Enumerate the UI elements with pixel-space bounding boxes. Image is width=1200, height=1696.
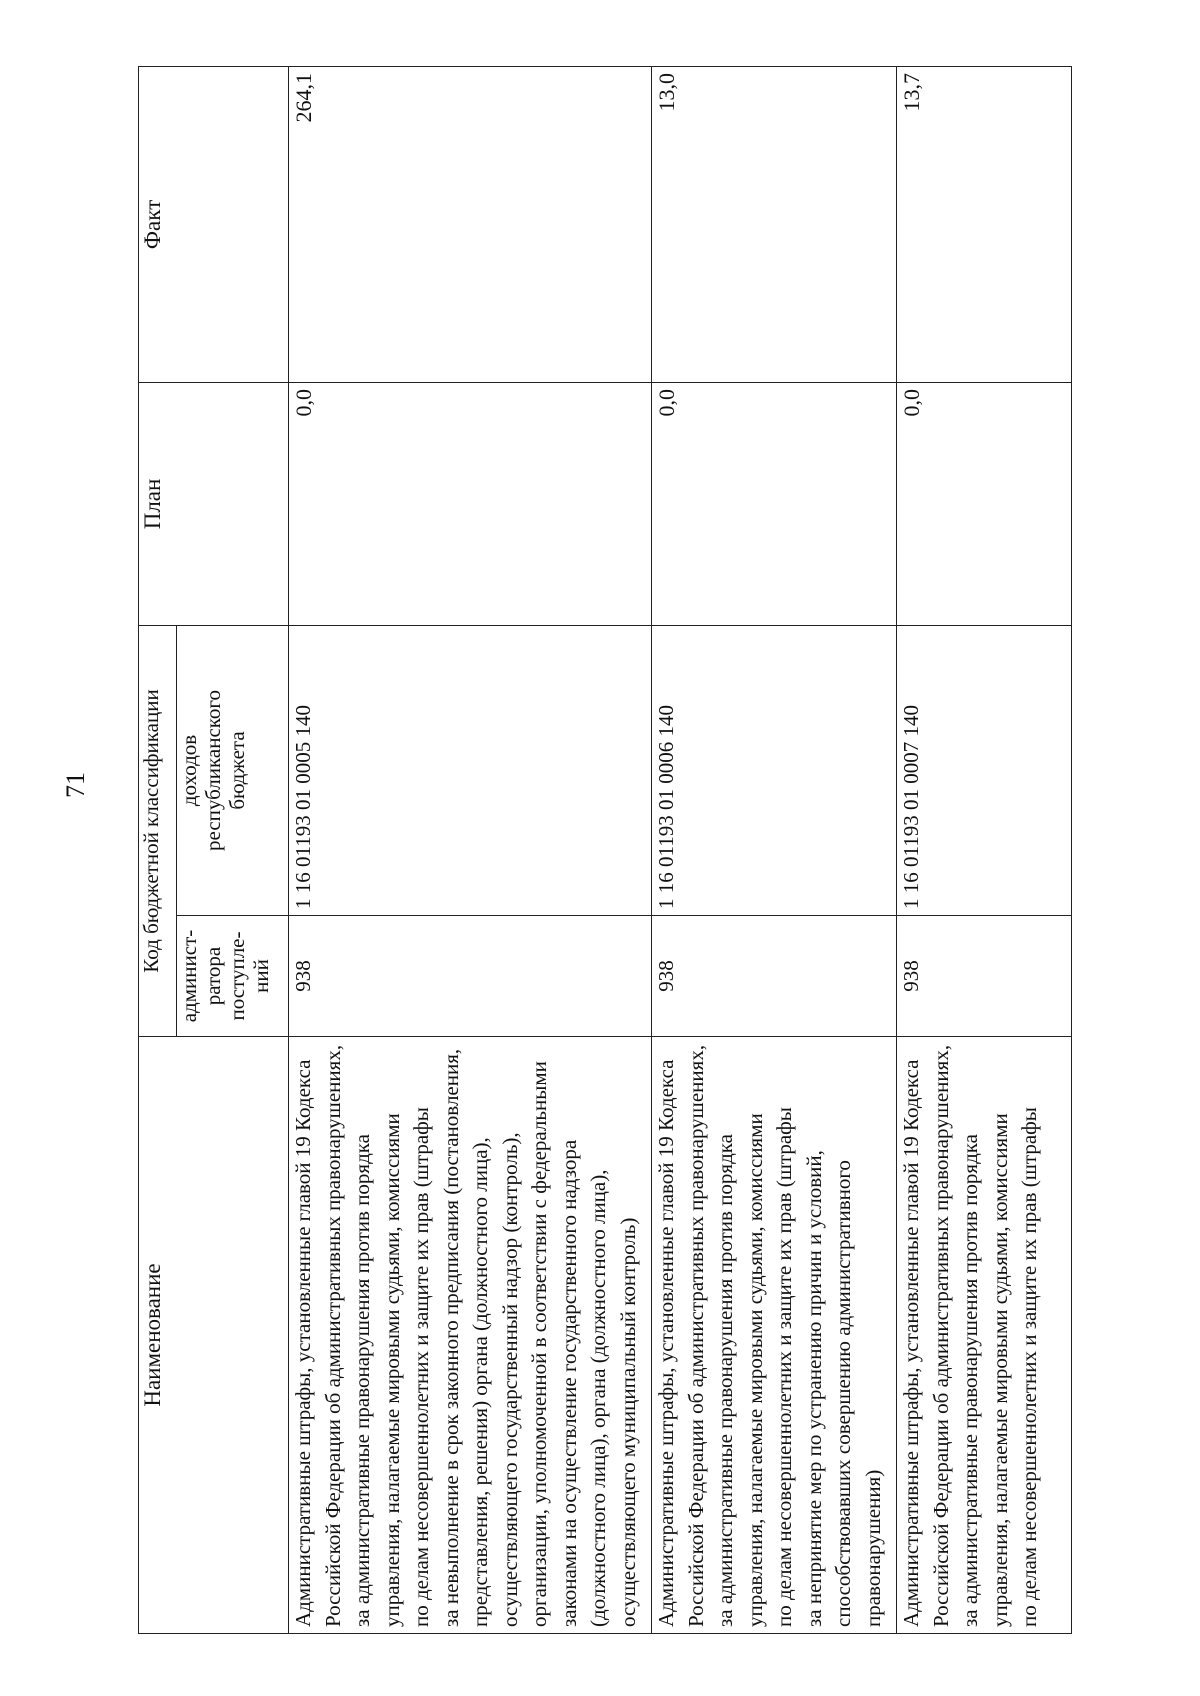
header-income-line: доходов (177, 734, 201, 807)
name-line: Российской Федерации об административных правонарушениях, (683, 1044, 708, 1627)
page-number: 71 (61, 772, 90, 798)
header-income-line: республиканского (201, 690, 225, 851)
row-admin-code: 938 (289, 916, 652, 1037)
row-fact: 13,0 (652, 66, 897, 382)
table-row (652, 66, 897, 1633)
name-line: за административные правонарушения против порядка (713, 1134, 737, 1627)
row-income-code: 1 16 01193 01 0006 140 (652, 625, 897, 915)
name-line: правонарушения) (860, 1469, 885, 1627)
name-line: управления, налагаемые мировыми судьями, комиссиями (379, 1113, 404, 1627)
name-line: по делам несовершеннолетних и защите их прав (штрафы (1017, 1107, 1041, 1627)
header-admin (177, 916, 289, 1037)
row-fact: 13,7 (897, 66, 1072, 382)
header-income-line: бюджета (225, 731, 249, 810)
name-line: осуществляющего государственный надзор (контроль), (497, 1132, 522, 1627)
row-admin-code: 938 (652, 916, 897, 1037)
header-name: Наименование (139, 1037, 289, 1634)
name-line: за административные правонарушения против порядка (350, 1134, 374, 1627)
row-fact: 264,1 (289, 66, 652, 382)
name-line: (должностного лица), органа (должностного лица), (586, 1169, 610, 1627)
name-line: осуществляющего муниципальный контроль) (615, 1217, 640, 1627)
row-plan: 0,0 (897, 382, 1072, 625)
name-line: Административные штрафы, установленные главой 19 Кодекса (654, 1059, 678, 1627)
row-admin-code: 938 (897, 916, 1072, 1037)
header-admin-line: ратора (201, 946, 225, 1006)
row-name (897, 1037, 1072, 1634)
name-line: Российской Федерации об административных правонарушениях, (320, 1044, 345, 1627)
name-line: за невыполнение в срок законного предписания (постановления, (438, 1048, 463, 1627)
header-admin-line: ний (249, 959, 273, 993)
name-line: по делам несовершеннолетних и защите их прав (штрафы (409, 1107, 433, 1627)
name-line: Административные штрафы, установленные главой 19 Кодекса (291, 1059, 315, 1627)
name-line: законами на осуществление государственного надзора (556, 1139, 581, 1627)
table-row (897, 66, 1072, 1633)
header-fact: Факт (139, 66, 289, 382)
budget-table (138, 66, 1072, 1634)
name-line: по делам несовершеннолетних и защите их прав (штрафы (772, 1107, 796, 1627)
row-name (652, 1037, 897, 1634)
name-line: представления, решения) органа (должностного лица), (468, 1137, 492, 1627)
name-line: управления, налагаемые мировыми судьями, комиссиями (987, 1113, 1012, 1627)
header-admin-line: админист- (177, 929, 201, 1023)
row-income-code: 1 16 01193 01 0007 140 (897, 625, 1072, 915)
name-line: управления, налагаемые мировыми судьями, комиссиями (742, 1113, 767, 1627)
row-income-code: 1 16 01193 01 0005 140 (289, 625, 652, 915)
name-line: Административные штрафы, установленные главой 19 Кодекса (899, 1059, 923, 1627)
table-row (289, 66, 652, 1633)
rotated-table-wrapper (138, 67, 1071, 1634)
name-line: организации, уполномоченной в соответствии с федеральными (527, 1061, 551, 1627)
row-plan: 0,0 (289, 382, 652, 625)
row-name (289, 1037, 652, 1634)
document-sheet (138, 67, 1071, 1634)
header-plan: План (139, 382, 289, 625)
name-line: за непринятие мер по устранению причин и условий, (801, 1150, 826, 1627)
name-line: способствовавших совершению административного (831, 1160, 855, 1627)
header-code-group: Код бюджетной классификации (139, 625, 177, 1036)
row-plan: 0,0 (652, 382, 897, 625)
header-admin-line: поступле- (225, 931, 249, 1021)
header-income (177, 625, 289, 915)
name-line: Российской Федерации об административных правонарушениях, (928, 1044, 953, 1627)
name-line: за административные правонарушения против порядка (958, 1134, 982, 1627)
